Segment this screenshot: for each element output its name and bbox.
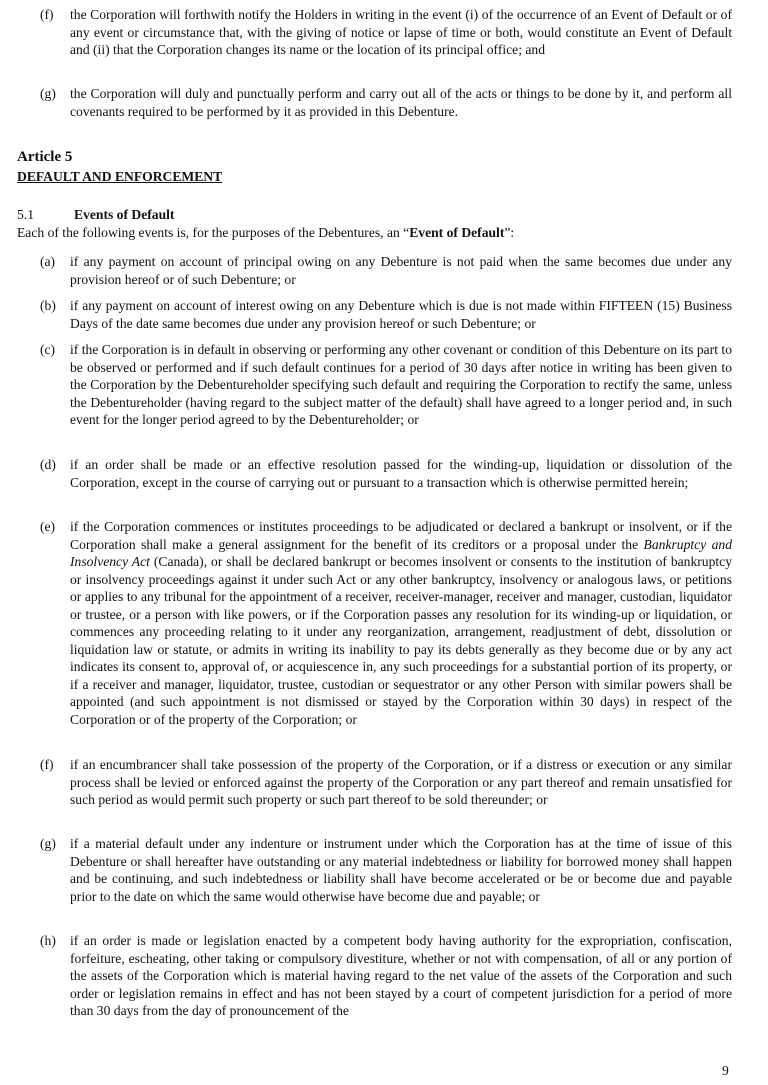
covenant-text: the Corporation will duly and punctually perform and carry out all of the acts or things to be done by it, and perform all covenants required to be performed by it as provided in this Debenture. — [70, 86, 732, 119]
intro-before: Each of the following events is, for the purposes of the Debentures, an “ — [17, 225, 410, 240]
event-text: if a material default under any indenture or instrument under which the Corporation has at the time of issue of this Debenture or shall hereafter have outstanding or any material indebtedness or liability for borrowed money shall happen and be continuing, and such indebtedness or liability shall have become accelerated or be or become due and payable prior to the date on which the same would otherwise have become due and payable; or — [70, 836, 732, 904]
event-text: if any payment on account of interest owing on any Debenture which is due is not made within FIFTEEN (15) Business Days of the date same becomes due under any provision hereof or such Debenture; or — [70, 298, 732, 331]
event-label: (e) — [40, 519, 56, 534]
event-label: (h) — [40, 933, 56, 948]
event-label: (g) — [40, 836, 56, 851]
statute-title: Bankruptcy and Insolvency Act — [70, 536, 733, 569]
event-text: if an encumbrancer shall take possession of the property of the Corporation, or if a distress or execution or any similar process shall be levied or enforced against the property of the Corporation or any part thereof and remain unsatisfied for such period as would permit such property or such part thereof to be sold thereunder; or — [70, 757, 732, 807]
article-heading: DEFAULT AND ENFORCEMENT — [17, 169, 223, 184]
event-label: (c) — [40, 342, 56, 357]
event-item-h — [40, 932, 732, 1020]
event-item-b — [40, 297, 732, 332]
event-item-d — [40, 456, 732, 491]
covenant-text: the Corporation will forthwith notify the Holders in writing in the event (i) of the occurrence of an Event of Default or of any event or circumstance that, with the giving of notice or lapse of time or both, would constitute an Event of Default and (ii) that the Corporation changes its name or the location of its principal office; and — [70, 7, 732, 57]
intro-after: ”: — [504, 225, 515, 240]
event-text: if any payment on account of principal owing on any Debenture is not paid when the same becomes due under any provision hereof or of such Debenture; or — [70, 254, 732, 287]
article-title: Article 5 — [17, 149, 73, 165]
event-label: (a) — [40, 254, 56, 269]
covenant-item-g — [40, 85, 732, 120]
covenant-label: (g) — [40, 86, 56, 101]
section-number: 5.1 — [17, 207, 34, 222]
covenant-item-f — [40, 6, 732, 59]
page-number: 9 — [722, 1063, 729, 1078]
event-text: if an order is made or legislation enacted by a competent body having authority for the expropriation, confiscation, forfeiture, escheating, other taking or compulsory divestiture, whether or not with compensation, of all or any portion of the assets of the Corporation which is material having regard to the net value of the assets of the Corporation and such order or legislation remains in effect and has not been stayed by a court of competent jurisdiction for a period of more than 30 days from the day of pronouncement of the — [70, 933, 732, 1018]
event-item-c — [40, 341, 732, 429]
event-text-part: (Canada), or shall be declared bankrupt or becomes insolvent or consents to the institution of bankruptcy or insolvency proceedings against it under such Act or any other bankruptcy, insolvency or analogous laws, or petitions or applies to any tribunal for the appointment of a receiver, receiver-manager, receiver and manager, custodian, liquidator or trustee, or a person with like powers, or if the Corporation passes any resolution for its winding-up or liquidation, or commences any proceeding relating to it under any reorganization, arrangement, readjustment of debt, dissolution or liquidation law or statute, or admits in writing its inability to pay its debts generally as they become due or by any act indicates its consent to, approval of, or acquiescence in, any such proceedings for a substantial portion of its property, or if a receiver and manager, liquidator, trustee, custodian or sequestrator or any other Person with similar powers shall be appointed (and such appointment is not dismissed or stayed by the Corporation within 30 days) in respect of the Corporation or of the property of the Corporation; or — [70, 554, 732, 727]
event-text: if an order shall be made or an effective resolution passed for the winding-up, liquidation or dissolution of the Corporation, except in the course of carrying out or pursuant to a transaction which is otherwise permitted herein; — [70, 457, 732, 490]
event-text-part: if the Corporation commences or institutes proceedings to be adjudicated or declared a bankrupt or insolvent, or if the Corporation shall make a general assignment for the benefit of its creditors or a proposal under the — [70, 519, 732, 552]
event-item-e — [40, 518, 732, 728]
event-label: (b) — [40, 298, 56, 313]
event-text: if the Corporation is in default in observing or performing any other covenant or condition of this Debenture on its part to be observed or performed and if such default continues for a period of 30 days after notice in writing has been given to the Corporation by the Debentureholder specifying such default and requiring the Corporation to rectify the same, unless the Debentureholder (having regard to the subject matter of the default) shall have agreed to a longer period and, in such event for the longer period agreed to by the Debentureholder; or — [70, 342, 732, 427]
event-item-g — [40, 835, 732, 905]
event-text — [70, 518, 732, 728]
section-title: Events of Default — [74, 207, 175, 222]
section-intro — [17, 224, 737, 242]
covenant-label: (f) — [40, 7, 54, 22]
event-item-a — [40, 253, 732, 288]
event-label: (f) — [40, 757, 54, 772]
event-item-f — [40, 756, 732, 809]
defined-term: Event of Default — [409, 225, 505, 240]
event-label: (d) — [40, 457, 56, 472]
